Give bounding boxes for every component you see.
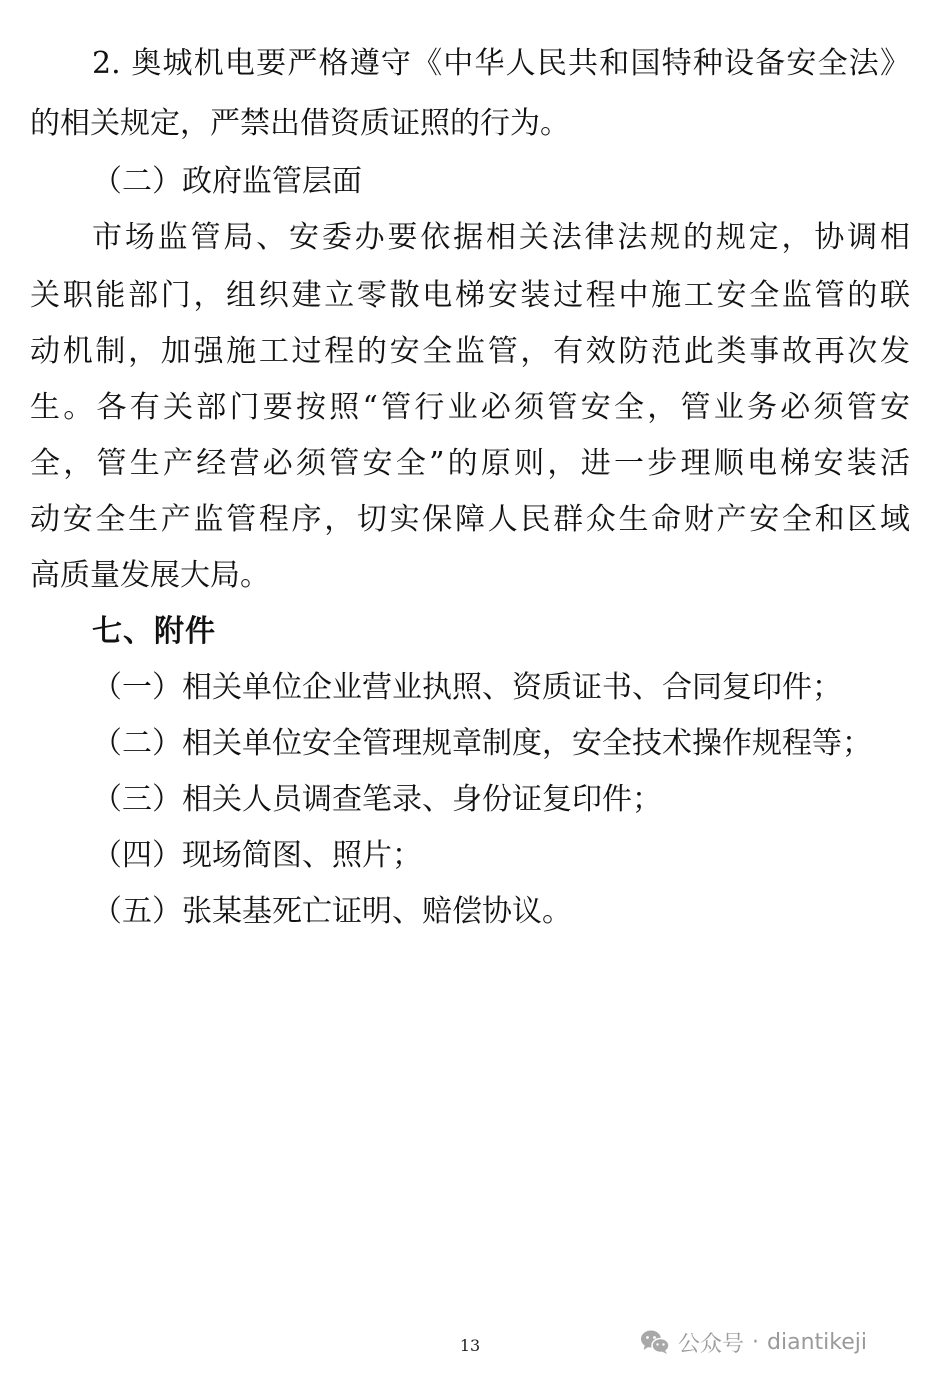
section-heading: 七、附件 [92, 614, 216, 649]
paragraph-line: 生。各有关部门要按照“管行业必须管安全，管业务必须管安 [30, 390, 910, 425]
attachment-item: （三）相关人员调查笔录、身份证复印件； [92, 782, 662, 817]
attachment-item: （二）相关单位安全管理规章制度，安全技术操作规程等； [92, 726, 872, 761]
paragraph-line: 动安全生产监管程序，切实保障人民群众生命财产安全和区域 [30, 502, 910, 537]
paragraph-line: 关职能部门，组织建立零散电梯安装过程中施工安全监管的联 [30, 278, 910, 313]
page-number: 13 [459, 1336, 481, 1355]
attachment-item: （四）现场简图、照片； [92, 838, 422, 873]
paragraph-line: 2. 奥城机电要严格遵守《中华人民共和国特种设备安全法》 [92, 46, 910, 81]
paragraph-line: 动机制，加强施工过程的安全监管，有效防范此类事故再次发 [30, 334, 910, 369]
section-subheading: （二）政府监管层面 [92, 164, 362, 199]
watermark-account: diantikeji [767, 1329, 867, 1355]
watermark [640, 1325, 867, 1359]
attachment-item: （一）相关单位企业营业执照、资质证书、合同复印件； [92, 670, 842, 705]
paragraph-line: 全，管生产经营必须管安全”的原则，进一步理顺电梯安装活 [30, 446, 910, 481]
wechat-icon [640, 1329, 670, 1355]
paragraph-line: 的相关规定，严禁出借资质证照的行为。 [30, 106, 570, 141]
paragraph-line: 高质量发展大局。 [30, 558, 270, 593]
attachment-item: （五）张某基死亡证明、赔偿协议。 [92, 894, 572, 929]
watermark-prefix: 公众号 [678, 1331, 745, 1357]
paragraph-line: 市场监管局、安委办要依据相关法律法规的规定，协调相 [92, 220, 910, 255]
watermark-separator: · [752, 1329, 760, 1355]
